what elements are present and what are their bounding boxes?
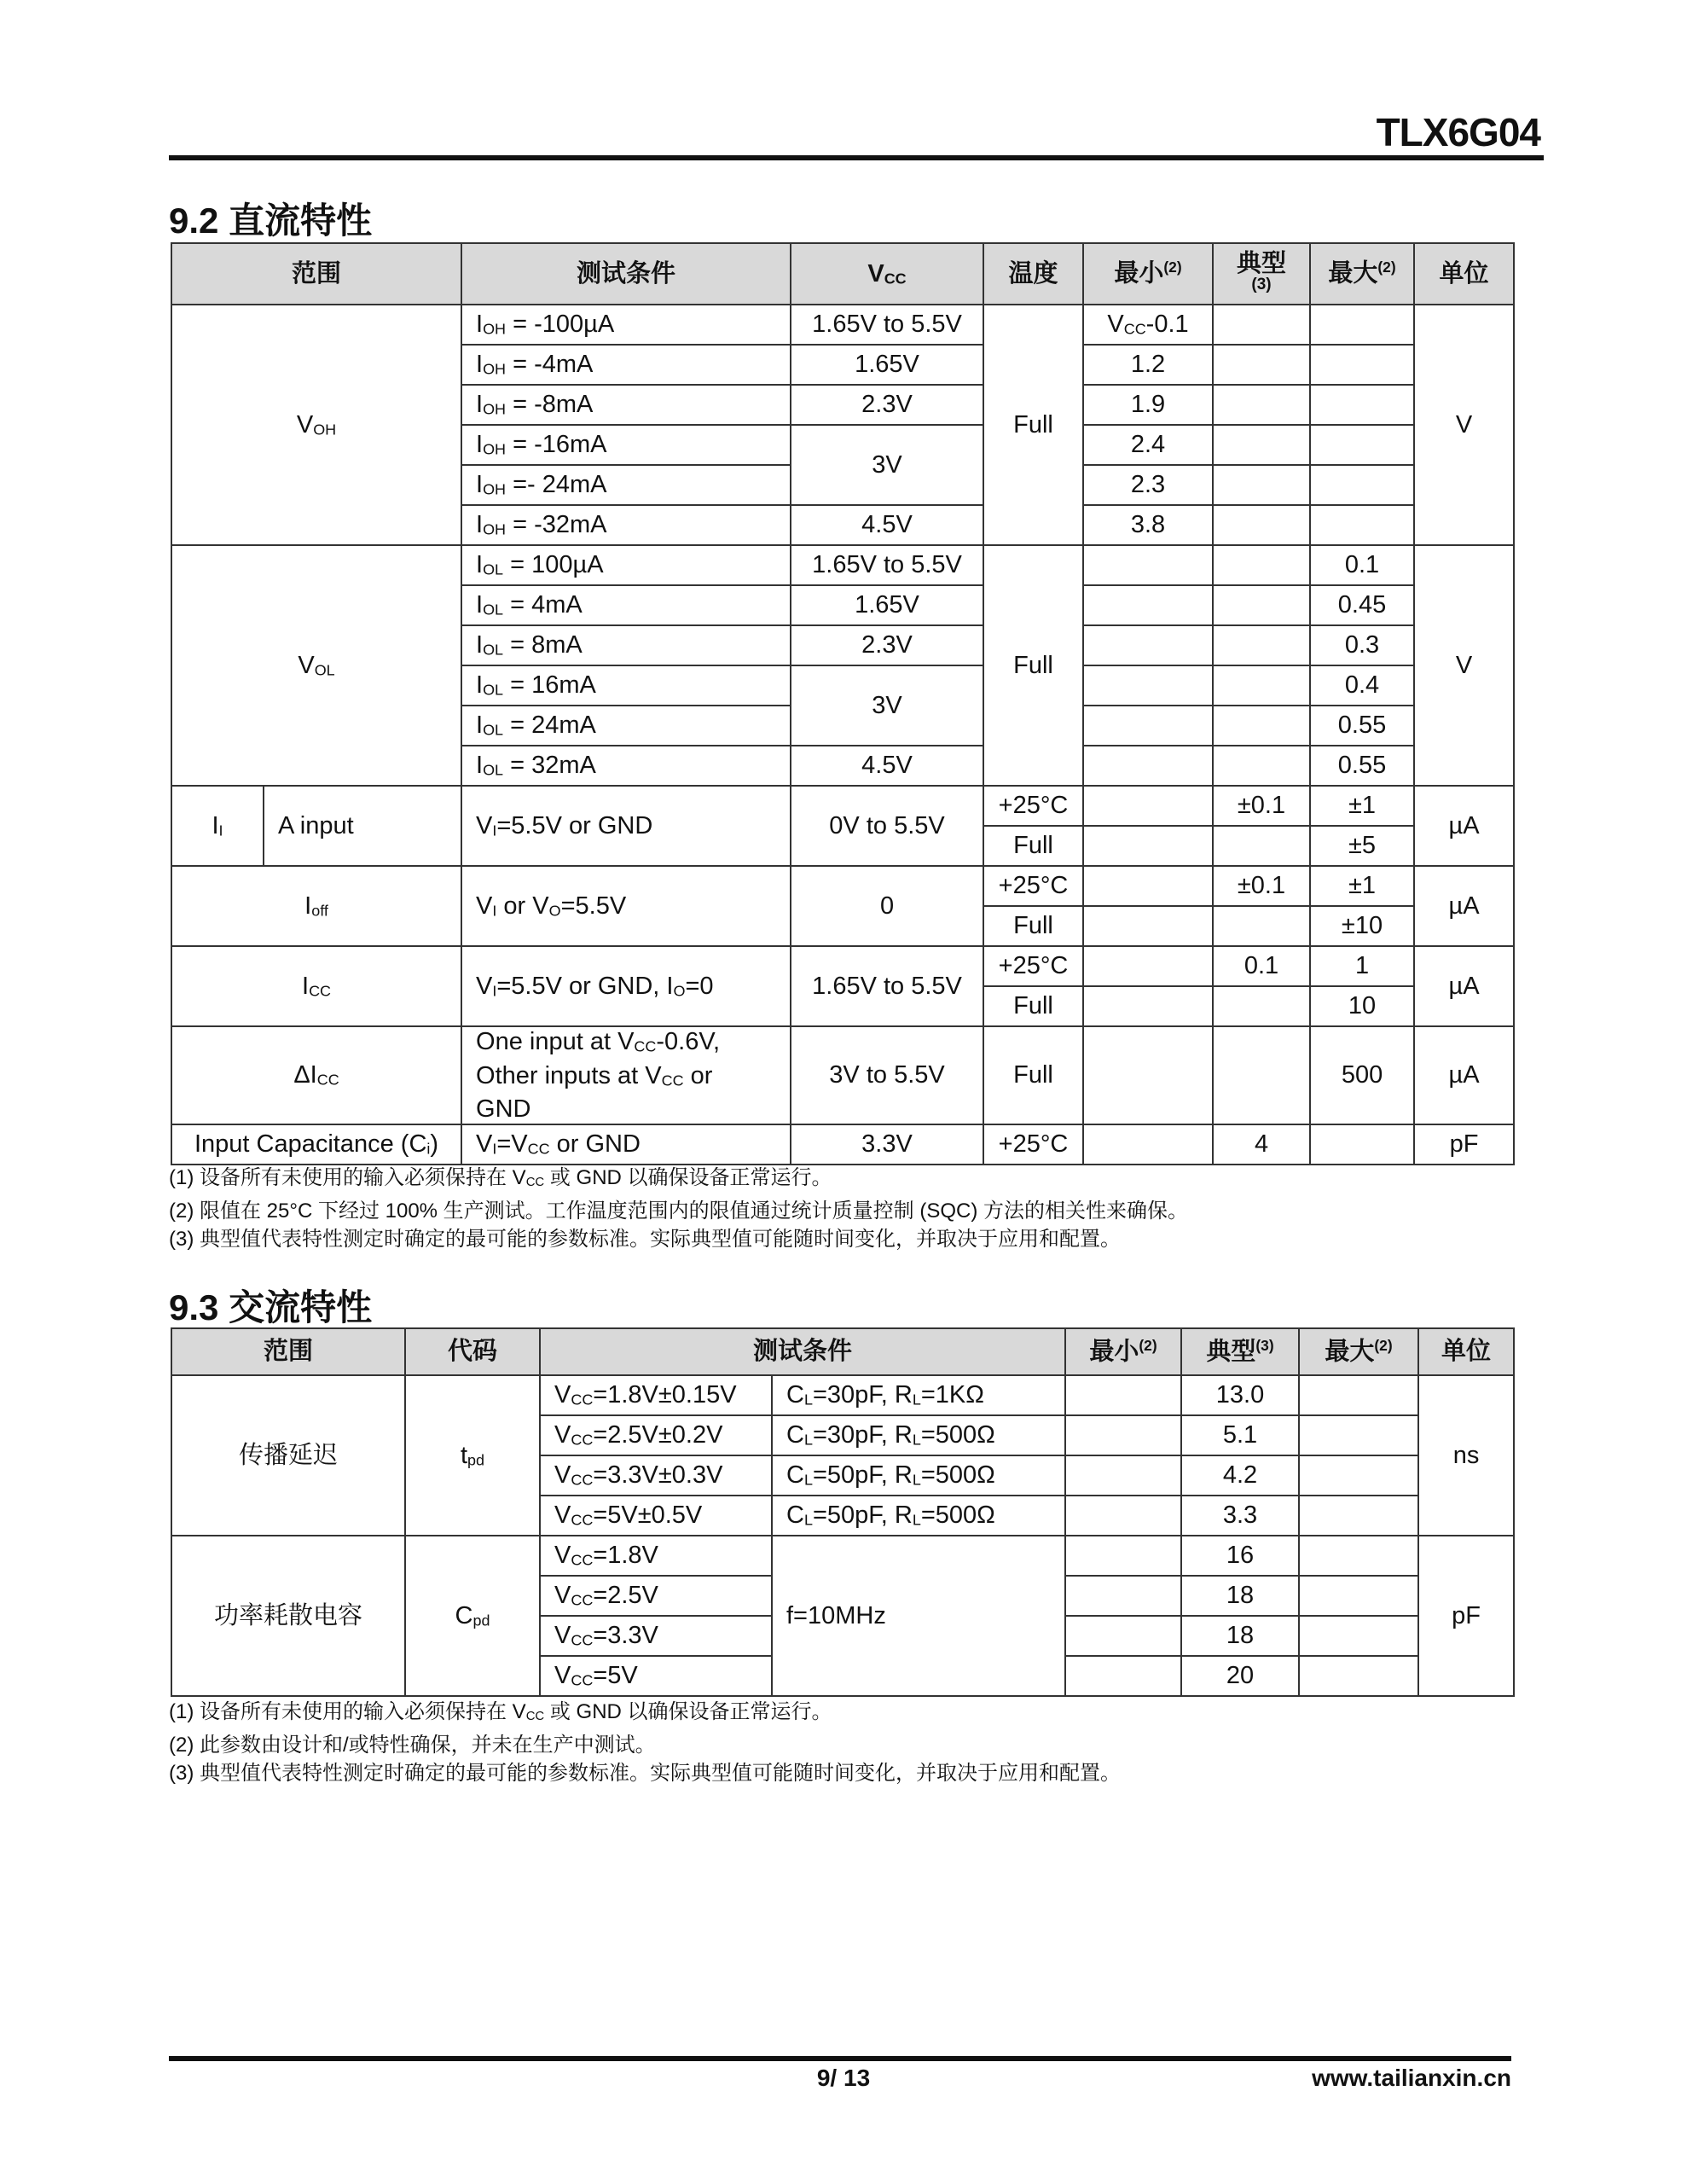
vol-unit: V — [1414, 545, 1514, 786]
website-link[interactable]: www.tailianxin.cn — [1312, 2065, 1511, 2091]
dc-section-title — [169, 193, 372, 244]
voh-vcc: 1.65V to 5.5V — [791, 305, 983, 345]
ii-vcc: 0V to 5.5V — [791, 786, 983, 866]
ac-section-number: 9.3 — [169, 1287, 219, 1327]
vol-cond: $I_{OL} = 24mA$ — [461, 706, 791, 746]
cpd-typ: 16 — [1181, 1536, 1299, 1576]
icc-temp: +25°C — [983, 946, 1083, 986]
vol-vcc: 4.5V — [791, 746, 983, 786]
dc-header-cond: 测试条件 — [461, 243, 791, 305]
voh-vcc: 1.65V — [791, 345, 983, 385]
ii-input: A input — [264, 786, 461, 866]
tpd-load: $C_L=30pF$, $R_L=500\Omega$ — [772, 1415, 1065, 1455]
dicc-temp: Full — [983, 1026, 1083, 1124]
ac-section-label: 交流特性 — [229, 1287, 373, 1327]
icc-unit: µA — [1414, 946, 1514, 1026]
dc-section-number: 9.2 — [169, 200, 219, 241]
icc-max: 1 — [1310, 946, 1414, 986]
table-row — [171, 946, 1514, 986]
ac-header-range: 范围 — [171, 1328, 405, 1375]
table-row — [171, 545, 1514, 585]
voh-unit: V — [1414, 305, 1514, 545]
ioff-vcc: 0 — [791, 866, 983, 946]
voh-cond: $I_{OH} = -16mA$ — [461, 425, 791, 465]
dc-characteristics-table — [171, 242, 1515, 1165]
tpd-vcc: $V_{CC}=3.3V\pm 0.3V$ — [540, 1455, 772, 1496]
dc-header-range: 范围 — [171, 243, 461, 305]
vol-vcc: 3V — [791, 665, 983, 746]
tpd-load: $C_L=50pF$, $R_L=500\Omega$ — [772, 1455, 1065, 1496]
dc-header-typ: 典型 (3) — [1213, 243, 1310, 305]
voh-param: $V_{OH}$ — [171, 305, 461, 545]
tpd-unit: ns — [1418, 1375, 1514, 1536]
dc-header-max: 最大$^{(2)}$ — [1310, 243, 1414, 305]
tpd-vcc: $V_{CC}=2.5V\pm 0.2V$ — [540, 1415, 772, 1455]
cpd-unit: pF — [1418, 1536, 1514, 1696]
voh-vcc: 4.5V — [791, 505, 983, 545]
table-row — [171, 1026, 1514, 1124]
ioff-cond: $V_I$ or $V_O=5.5V$ — [461, 866, 791, 946]
dc-notes — [169, 1164, 1188, 1253]
dc-header-temp: 温度 — [983, 243, 1083, 305]
voh-min: 2.4 — [1083, 425, 1213, 465]
vol-max: 0.55 — [1310, 746, 1414, 786]
cpd-code: $C_{pd}$ — [405, 1536, 540, 1696]
note: (3) 典型值代表特性测定时确定的最可能的参数标准。实际典型值可能随时间变化，并取决于应用和配置。 — [169, 1228, 1121, 1252]
vol-cond: $I_{OL} = 32mA$ — [461, 746, 791, 786]
note: (2) 此参数由设计和/或特性确保，并未在生产中测试。 — [169, 1734, 656, 1757]
ac-section-title — [169, 1280, 372, 1331]
dc-header-unit: 单位 — [1414, 243, 1514, 305]
ioff-unit: µA — [1414, 866, 1514, 946]
tpd-load: $C_L=50pF$, $R_L=500\Omega$ — [772, 1496, 1065, 1536]
dc-header-vcc: $V_{CC}$ — [791, 243, 983, 305]
ac-notes — [169, 1698, 1121, 1787]
voh-min: 1.2 — [1083, 345, 1213, 385]
icc-param: $I_{CC}$ — [171, 946, 461, 1026]
voh-cond: $I_{OH} = -32mA$ — [461, 505, 791, 545]
doc-part-number: TLX6G04 — [1376, 110, 1540, 154]
cpd-typ: 18 — [1181, 1576, 1299, 1616]
tpd-vcc: $V_{CC}=1.8V\pm 0.15V$ — [540, 1375, 772, 1415]
ii-temp: +25°C — [983, 786, 1083, 826]
icc-temp: Full — [983, 986, 1083, 1026]
dicc-cond: One input at $V_{CC}-0.6V$, Other inputs at $V_{CC}$ or GND — [461, 1026, 791, 1124]
table-row — [171, 305, 1514, 345]
vol-max: 0.55 — [1310, 706, 1414, 746]
tpd-vcc: $V_{CC}=5V\pm 0.5V$ — [540, 1496, 772, 1536]
header-rule — [169, 155, 1544, 160]
dicc-max: 500 — [1310, 1026, 1414, 1124]
table-row — [171, 1375, 1514, 1415]
vol-param: $V_{OL}$ — [171, 545, 461, 786]
icc-cond: $V_I=5.5V$ or GND, $I_O=0$ — [461, 946, 791, 1026]
note: (3) 典型值代表特性测定时确定的最可能的参数标准。实际典型值可能随时间变化，并取决于应用和配置。 — [169, 1762, 1121, 1786]
vol-max: 0.4 — [1310, 665, 1414, 706]
cpd-typ: 20 — [1181, 1656, 1299, 1696]
ioff-max: ±1 — [1310, 866, 1414, 906]
ac-header-unit: 单位 — [1418, 1328, 1514, 1375]
cpd-freq: f=10MHz — [772, 1536, 1065, 1696]
ioff-param: $I_{off}$ — [171, 866, 461, 946]
table-row — [171, 786, 1514, 826]
voh-cond: $I_{OH} =- 24mA$ — [461, 465, 791, 505]
ioff-temp: Full — [983, 906, 1083, 946]
cpd-typ: 18 — [1181, 1616, 1299, 1656]
ioff-temp: +25°C — [983, 866, 1083, 906]
voh-cond: $I_{OH} = -4mA$ — [461, 345, 791, 385]
page-number: 9/ 13 — [816, 2065, 871, 2091]
cpd-vcc: $V_{CC}=3.3V$ — [540, 1616, 772, 1656]
cpd-vcc: $V_{CC}=1.8V$ — [540, 1536, 772, 1576]
ii-temp: Full — [983, 826, 1083, 866]
ioff-typ: ±0.1 — [1213, 866, 1310, 906]
ac-header-min: 最小$^{(2)}$ — [1065, 1328, 1181, 1375]
icc-typ: 0.1 — [1213, 946, 1310, 986]
vol-vcc: 1.65V to 5.5V — [791, 545, 983, 585]
vol-max: 0.1 — [1310, 545, 1414, 585]
ii-max: ±5 — [1310, 826, 1414, 866]
ac-header-cond: 测试条件 — [540, 1328, 1065, 1375]
ii-max: ±1 — [1310, 786, 1414, 826]
cpd-vcc: $V_{CC}=5V$ — [540, 1656, 772, 1696]
note: (1) 设备所有未使用的输入必须保持在 $V_{CC}$ 或 GND 以确保设备正常运行。 — [169, 1166, 832, 1190]
voh-min: 3.8 — [1083, 505, 1213, 545]
ac-header-row — [171, 1328, 1514, 1375]
table-row — [171, 1536, 1514, 1576]
tpd-code: $t_{pd}$ — [405, 1375, 540, 1536]
icc-vcc: 1.65V to 5.5V — [791, 946, 983, 1026]
vol-cond: $I_{OL} = 16mA$ — [461, 665, 791, 706]
voh-min: $V_{CC}-0.1$ — [1083, 305, 1213, 345]
cin-temp: +25°C — [983, 1124, 1083, 1165]
dc-section-label: 直流特性 — [229, 200, 373, 241]
cin-cond: $V_I=V_{CC}$ or GND — [461, 1124, 791, 1165]
tpd-typ: 5.1 — [1181, 1415, 1299, 1455]
vol-vcc: 1.65V — [791, 585, 983, 625]
vol-max: 0.3 — [1310, 625, 1414, 665]
voh-cond: $I_{OH} = -8mA$ — [461, 385, 791, 425]
cin-vcc: 3.3V — [791, 1124, 983, 1165]
ac-characteristics-table — [171, 1327, 1515, 1697]
ii-cond: $V_I=5.5V$ or GND — [461, 786, 791, 866]
cpd-range: 功率耗散电容 — [171, 1536, 405, 1696]
ac-header-code: 代码 — [405, 1328, 540, 1375]
cin-param: Input Capacitance $(C_i)$ — [171, 1124, 461, 1165]
tpd-typ: 3.3 — [1181, 1496, 1299, 1536]
voh-cond: $I_{OH} = -100\mu A$ — [461, 305, 791, 345]
dicc-param: $\Delta I_{CC}$ — [171, 1026, 461, 1124]
voh-vcc: 2.3V — [791, 385, 983, 425]
icc-max: 10 — [1310, 986, 1414, 1026]
ioff-max: ±10 — [1310, 906, 1414, 946]
voh-vcc: 3V — [791, 425, 983, 505]
dicc-unit: µA — [1414, 1026, 1514, 1124]
table-row — [171, 1124, 1514, 1165]
tpd-typ: 4.2 — [1181, 1455, 1299, 1496]
cpd-vcc: $V_{CC}=2.5V$ — [540, 1576, 772, 1616]
ii-unit: µA — [1414, 786, 1514, 866]
vol-vcc: 2.3V — [791, 625, 983, 665]
note: (2) 限值在 25°C 下经过 100% 生产测试。工作温度范围内的限值通过统计质量控制 (SQC) 方法的相关性来确保。 — [169, 1199, 1189, 1223]
note: (1) 设备所有未使用的输入必须保持在 $V_{CC}$ 或 GND 以确保设备正常运行。 — [169, 1700, 832, 1724]
ac-header-max: 最大$^{(2)}$ — [1299, 1328, 1418, 1375]
tpd-typ: 13.0 — [1181, 1375, 1299, 1415]
voh-temp: Full — [983, 305, 1083, 545]
ac-header-typ: 典型$^{(3)}$ — [1181, 1328, 1299, 1375]
tpd-range: 传播延迟 — [171, 1375, 405, 1536]
cin-typ: 4 — [1213, 1124, 1310, 1165]
tpd-load: $C_L=30pF$, $R_L=1K\Omega$ — [772, 1375, 1065, 1415]
cin-unit: pF — [1414, 1124, 1514, 1165]
voh-min: 2.3 — [1083, 465, 1213, 505]
voh-min: 1.9 — [1083, 385, 1213, 425]
table-row — [171, 866, 1514, 906]
footer-rule — [169, 2056, 1511, 2061]
vol-cond: $I_{OL} = 100\mu A$ — [461, 545, 791, 585]
dc-header-min: 最小$^{(2)}$ — [1083, 243, 1213, 305]
ii-typ: ±0.1 — [1213, 786, 1310, 826]
ii-param: $I_I$ — [171, 786, 264, 866]
dc-header-row — [171, 243, 1514, 305]
dicc-vcc: 3V to 5.5V — [791, 1026, 983, 1124]
vol-cond: $I_{OL} = 4mA$ — [461, 585, 791, 625]
vol-cond: $I_{OL} = 8mA$ — [461, 625, 791, 665]
vol-max: 0.45 — [1310, 585, 1414, 625]
vol-temp: Full — [983, 545, 1083, 786]
